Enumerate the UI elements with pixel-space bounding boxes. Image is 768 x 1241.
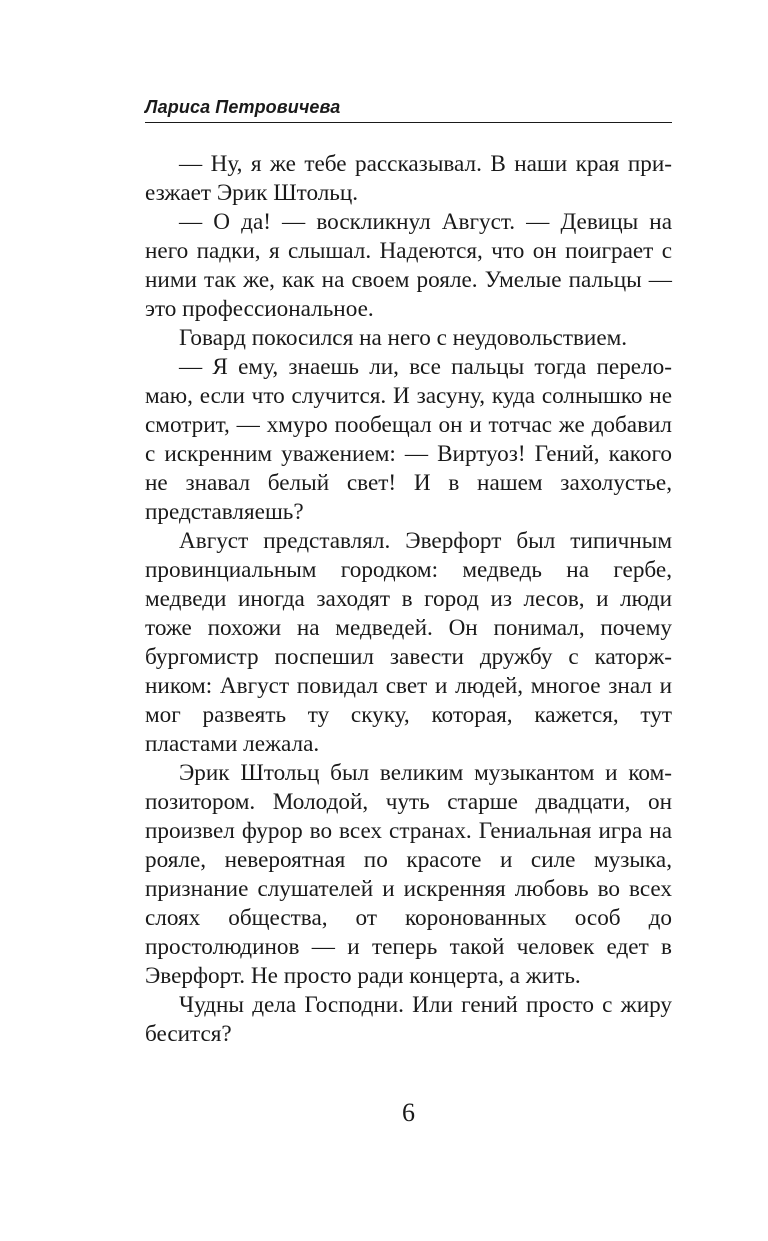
running-header	[145, 92, 672, 123]
paragraph-4: — Я ему, знаешь ли, все пальцы тогда переломаю, если что случится. И засуну, куда солнышко не смотрит, — хмуро пообещал он и тотчас же добавил с искренним уважением: — Виртуоз! Гений, какого не знавал белый свет! И в нашем захолустье, представляешь?	[145, 354, 672, 525]
paragraph-5: Август представлял. Эверфорт был типичным провинциальным городком: медведь на гербе, медведи иногда заходят в город из лесов, и люди тоже похожи на медведей. Он понимал, почему бургомистр поспешил завести дружбу с каторжником: Август повидал свет и людей, многое знал и мог развеять ту скуку, которая, кажется, тут пластами лежала.	[145, 528, 672, 757]
page-number: 6	[402, 1098, 415, 1127]
paragraph-3: Говард покосился на него с неудовольствием.	[179, 325, 628, 351]
author-name: Лариса Петровичева	[145, 97, 341, 117]
paragraph-1: — Ну, я же тебе рассказывал. В наши края приезжает Эрик Штольц.	[145, 151, 672, 206]
paragraph-7: Чудны дела Господни. Или гений просто с жиру бесится?	[145, 992, 672, 1047]
paragraph-6: Эрик Штольц был великим музыкантом и композитором. Молодой, чуть старше двадцати, он произвел фурор во всех странах. Гениальная игра на рояле, невероятная по красоте и силе музыка, признание слушателей и искренняя любовь во всех слоях общества, от коронованных особ до простолюдинов — и теперь такой человек едет в Эверфорт. Не просто ради концерта, а жить.	[145, 760, 672, 989]
body-text	[145, 150, 672, 1049]
paragraph-2: — О да! — воскликнул Август. — Девицы на него падки, я слышал. Надеются, что он поиграет с ними так же, как на своем рояле. Умелые пальцы — это профессиональное.	[145, 209, 672, 322]
